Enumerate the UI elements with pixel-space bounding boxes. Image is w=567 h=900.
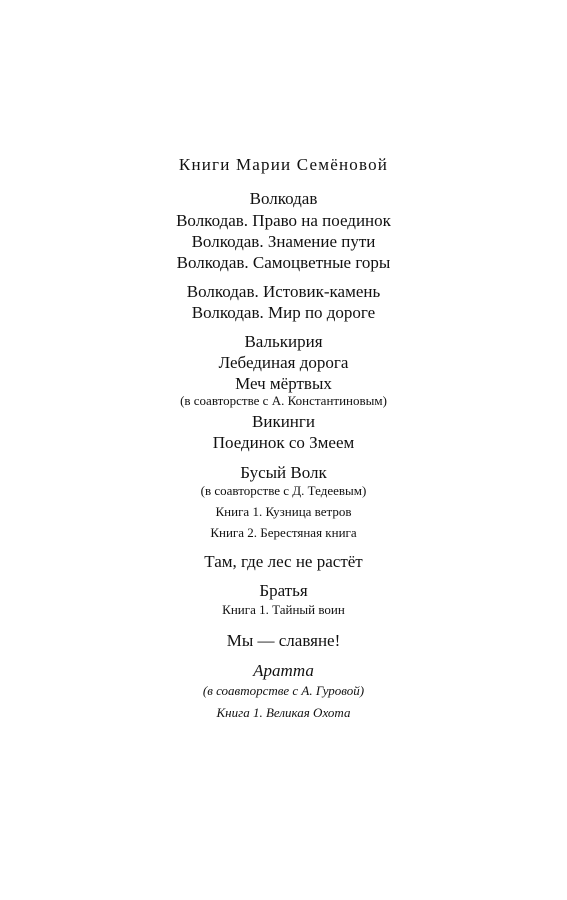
coauthor-note: (в соавторстве с Д. Тедеевым) [200,483,367,498]
book-title: Бусый Волк [240,463,327,482]
book-title: Волкодав. Самоцветные горы [176,253,391,272]
coauthor-note: (в соавторстве с А. Константиновым) [180,393,387,408]
coauthor-note: (в соавторстве с А. Гуровой) [202,683,365,698]
book-title: Меч мёртвых [235,374,332,393]
book-title: Братья [259,581,308,600]
book-title: Валькирия [244,332,323,351]
book-title: Викинги [252,412,315,431]
book-title: Волкодав [249,189,318,208]
book-title: Поединок со Змеем [212,433,355,452]
book-subtitle: Книга 1. Кузница ветров [215,504,352,519]
book-title: Лебединая дорога [218,353,349,372]
book-subtitle: Книга 1. Великая Охота [216,705,351,720]
book-title: Аратта [253,661,314,680]
book-title: Там, где лес не растёт [204,552,363,571]
book-subtitle: Книга 1. Тайный воин [222,602,345,617]
book-title: Волкодав. Мир по дороге [191,303,376,322]
book-title: Мы — славяне! [226,631,341,650]
book-title: Волкодав. Право на поединок [176,211,391,230]
book-title: Волкодав. Истовик-камень [186,282,381,301]
page-heading: Книги Марии Семёновой [178,155,389,174]
book-title: Волкодав. Знамение пути [191,232,376,251]
book-subtitle: Книга 2. Берестяная книга [210,525,357,540]
